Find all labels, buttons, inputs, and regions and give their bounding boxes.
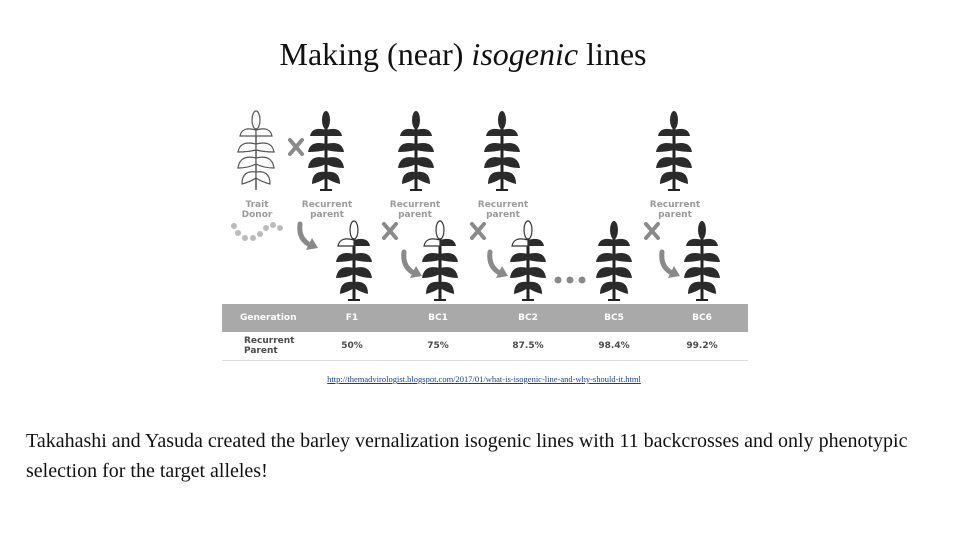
bc2-plant-icon (510, 221, 546, 300)
arrow-down-icon (662, 252, 680, 278)
percentage-cell: 50% (341, 341, 363, 351)
generation-cell: BC6 (692, 313, 712, 323)
cross-icon (384, 224, 396, 238)
cross-icon (290, 140, 302, 154)
title-italic: isogenic (471, 36, 579, 72)
recurrent-parent-plant-icon (656, 111, 692, 190)
arrow-down-icon (404, 252, 422, 278)
bc1-plant-icon (422, 221, 458, 300)
cross-icon (646, 224, 658, 238)
bc6-plant-icon (684, 221, 720, 300)
generation-table (222, 304, 748, 360)
backcross-diagram (222, 104, 748, 364)
slide-title (0, 36, 926, 73)
trait-donor-label: Trait Donor (241, 200, 273, 220)
generation-cell: BC1 (428, 313, 448, 323)
chromosome-dots-icon (231, 222, 283, 241)
generation-cell: F1 (345, 313, 359, 323)
recurrent-parent-label: Recurrent parent (649, 200, 701, 220)
cross-icon (472, 224, 484, 238)
recurrent-parent-label: Recurrent parent (477, 200, 529, 220)
percentage-cell: 98.4% (598, 341, 630, 351)
arrow-down-icon (300, 224, 318, 250)
ellipsis-dots-icon (555, 277, 586, 284)
recurrent-parent-label: Recurrent parent (389, 200, 441, 220)
trait-donor-plant-icon (238, 111, 274, 190)
arrow-down-icon (490, 252, 508, 278)
percentage-cell: 99.2% (686, 341, 718, 351)
recurrent-parent-row (222, 332, 748, 361)
slide-caption: Takahashi and Yasuda created the barley vernalization isogenic lines with 11 backcrosses and only phenotypic selection for the target alleles! (26, 430, 908, 482)
bc5-plant-icon (596, 221, 632, 300)
generation-header: Generation (240, 313, 297, 323)
generation-cell: BC5 (604, 313, 624, 323)
title-prefix: Making (near) (279, 36, 472, 72)
recurrent-parent-header: Recurrent Parent (244, 336, 295, 356)
f1-plant-icon (336, 221, 372, 300)
recurrent-parent-label: Recurrent parent (301, 200, 353, 220)
recurrent-parent-plant-icon (398, 111, 434, 190)
percentage-cell: 75% (427, 341, 449, 351)
source-link[interactable]: http://themadvirologist.blogspot.com/2017/01/what-is-isogenic-line-and-why-should-it.html (327, 374, 641, 384)
generation-row (222, 304, 748, 332)
generation-cell: BC2 (518, 313, 538, 323)
recurrent-parent-plant-icon (308, 111, 344, 190)
recurrent-parent-plant-icon (484, 111, 520, 190)
percentage-cell: 87.5% (512, 341, 544, 351)
title-suffix: lines (578, 36, 647, 72)
